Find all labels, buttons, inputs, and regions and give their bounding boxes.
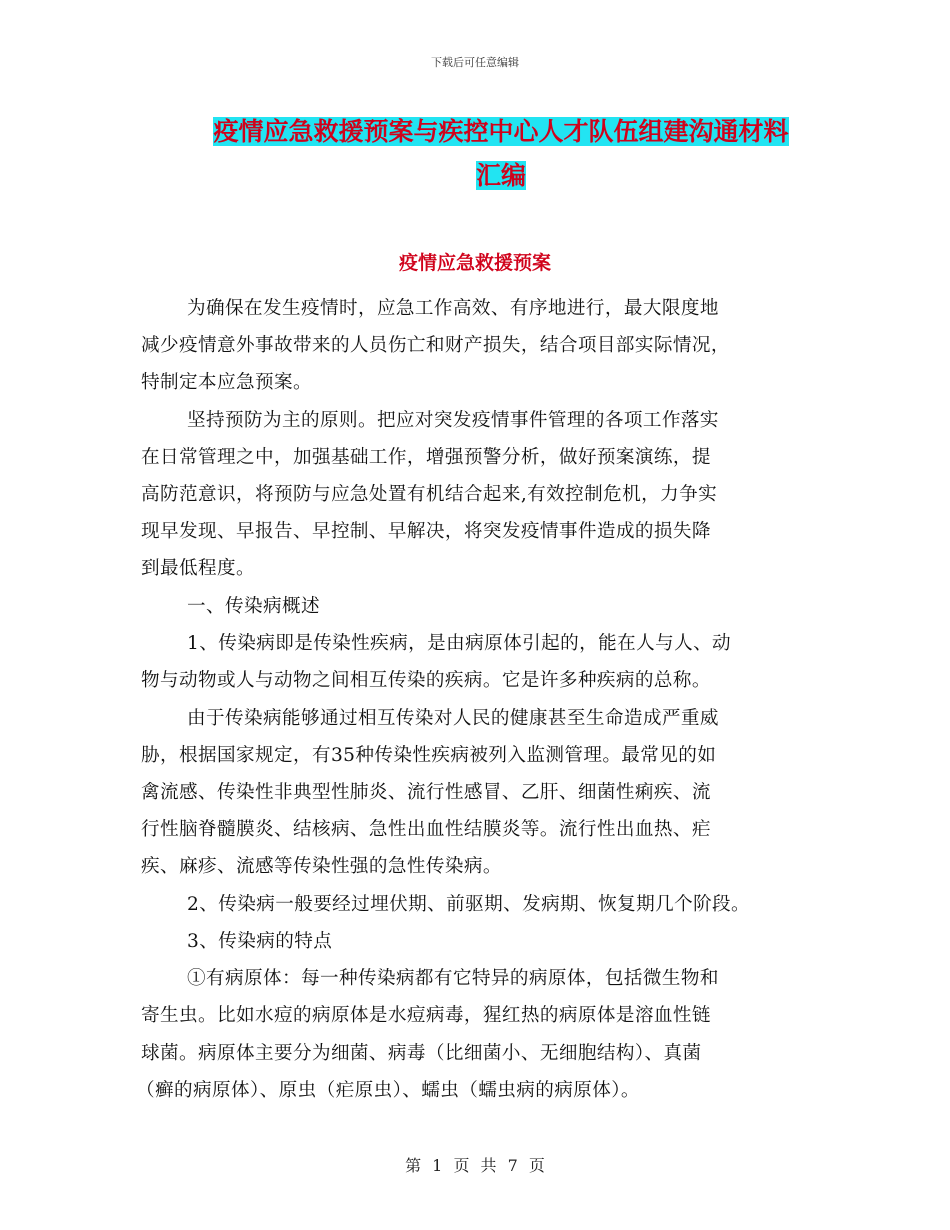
page-number-footer: 第 1 页 共 7 页 <box>405 1156 545 1175</box>
body-line: 坚持预防为主的原则。把应对突发疫情事件管理的各项工作落实 <box>187 410 719 431</box>
body-line: 为确保在发生疫情时，应急工作高效、有序地进行，最大限度地 <box>187 298 719 319</box>
body-line: 2、传染病一般要经过埋伏期、前驱期、发病期、恢复期几个阶段。 <box>187 894 751 915</box>
body-line: 3、传染病的特点 <box>187 931 333 952</box>
body-line: 禽流感、传染性非典型性肺炎、流行性感冒、乙肝、细菌性痢疾、流 <box>141 782 711 803</box>
body-line: 由于传染病能够通过相互传染对人民的健康甚至生命造成严重威 <box>187 708 719 729</box>
body-line: 寄生虫。比如水痘的病原体是水痘病毒，猩红热的病原体是溶血性链 <box>141 1005 711 1026</box>
body-line: （癣的病原体）、原虫（疟原虫）、蠕虫（蠕虫病的病原体）。 <box>136 1080 640 1101</box>
body-line: 减少疫情意外事故带来的人员伤亡和财产损失，结合项目部实际情况， <box>141 335 730 356</box>
section-heading: 一、传染病概述 <box>187 596 320 617</box>
document-title-line-2 <box>196 156 806 196</box>
body-line: 现早发现、早报告、早控制、早解决，将突发疫情事件造成的损失降 <box>141 521 711 542</box>
document-title-line-1 <box>196 112 806 152</box>
document-title-text-1: 疫情应急救援预案与疾控中心人才队伍组建沟通材料 <box>213 117 789 146</box>
body-line: 行性脑脊髓膜炎、结核病、急性出血性结膜炎等。流行性出血热、疟 <box>141 819 711 840</box>
body-line: 在日常管理之中，加强基础工作，增强预警分析，做好预案演练，提 <box>141 447 711 468</box>
body-line: 胁，根据国家规定，有35种传染性疾病被列入监测管理。最常见的如 <box>141 745 717 766</box>
body-line: 球菌。病原体主要分为细菌、病毒（比细菌小、无细胞结构）、真菌 <box>141 1043 702 1064</box>
document-title-text-2: 汇编 <box>475 161 526 190</box>
body-line: 物与动物或人与动物之间相互传染的疾病。它是许多种疾病的总称。 <box>141 670 711 691</box>
body-line: 1、传染病即是传染性疾病，是由病原体引起的，能在人与人、动 <box>187 633 732 654</box>
body-line: 到最低程度。 <box>141 558 255 579</box>
section-title: 疫情应急救援预案 <box>398 252 551 274</box>
body-line: 高防范意识，将预防与应急处置有机结合起来,有效控制危机，力争实 <box>141 484 718 505</box>
body-line: ①有病原体：每一种传染病都有它特异的病原体，包括微生物和 <box>187 968 719 989</box>
page-header-note: 下载后可任意编辑 <box>431 56 519 69</box>
body-line: 特制定本应急预案。 <box>141 372 312 393</box>
body-line: 疾、麻疹、流感等传染性强的急性传染病。 <box>141 856 502 877</box>
